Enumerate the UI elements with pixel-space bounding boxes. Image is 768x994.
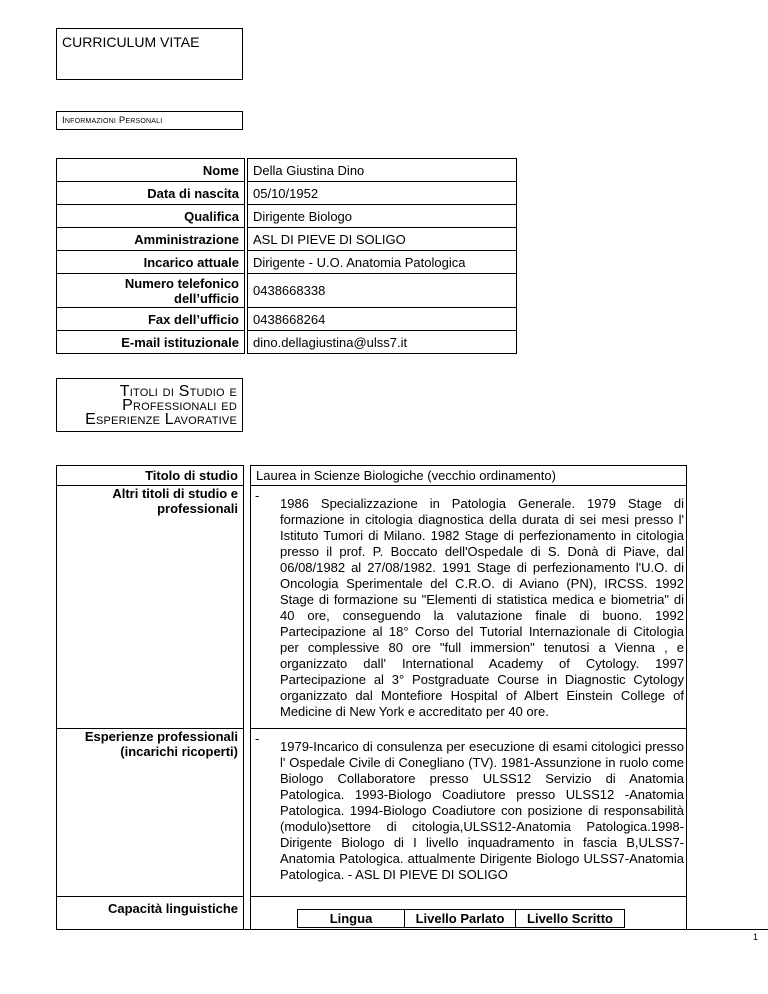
info-label: Nome (57, 159, 245, 182)
titolo-label: Titolo di studio (145, 468, 238, 483)
titolo-value: Laurea in Scienze Biologiche (vecchio ordinamento) (256, 468, 556, 483)
altri-value-cell (250, 485, 687, 729)
info-row-telefono (57, 274, 517, 308)
esperienze-label-cell (56, 728, 244, 897)
info-value: ASL DI PIEVE DI SOLIGO (248, 228, 517, 251)
info-label: Fax dell’ufficio (57, 308, 245, 331)
info-label: Data di nascita (57, 182, 245, 205)
section-studies-title-1: Titoli di Studio e (119, 383, 237, 400)
info-row-qualifica (57, 205, 517, 228)
info-label: Amministrazione (57, 228, 245, 251)
bullet-dash: - (255, 731, 260, 746)
lang-header-lingua: Lingua (298, 910, 405, 928)
info-row-email (57, 331, 517, 354)
lang-header-scritto: Livello Scritto (516, 910, 625, 928)
info-value: 05/10/1952 (248, 182, 517, 205)
altri-value: 1986 Specializzazione in Patologia Generale. 1979 Stage di formazione in citologia diagnostica della durata di sei mesi presso l' Istituto Tumori di Milano. 1982 Stage di perfezionamento in citologia presso il prof. P. Boccato dell'Ospedale di S. Donà di Piave, dal 06/08/1982 al 27/08/1982. 1991 Stage di perfezionamento l'U.O. di Oncologia Sperimentale del C.R.O. di Aviano (PN), IRCSS. 1992 Stage di formazione su "Elementi di statistica medica e biometria" di 40 ore, conseguendo la valutazione finale di buono. 1992 Partecipazione al 18° Corso del Tutorial Internazionale di Citologia per complessive 80 ore "full immersion" tenutosi a Vienna , e organizzato dall' International Academy of Cytology. 1997 Partecipazione al 3° Postgraduate Course in Diagnostic Cytology organizzato dal Montefiore Hospital of Albert Einstein College of Medicine di New York e accreditato per 40 ore. (280, 496, 684, 719)
section-studies (56, 378, 243, 432)
titolo-label-cell (56, 465, 244, 486)
info-row-data-nascita (57, 182, 517, 205)
personal-info-table (56, 158, 517, 354)
cv-title-box (56, 28, 243, 80)
altri-label-cell (56, 485, 244, 729)
page-number: 1 (752, 932, 758, 942)
info-row-fax (57, 308, 517, 331)
info-row-amministrazione (57, 228, 517, 251)
esperienze-label: Esperienze professionali (incarichi ricoperti) (84, 729, 238, 759)
info-value: dino.dellagiustina@ulss7.it (248, 331, 517, 354)
info-value: 0438668264 (248, 308, 517, 331)
info-label: Qualifica (57, 205, 245, 228)
esperienze-value: 1979-Incarico di consulenza per esecuzione di esami citologici presso l' Ospedale Civile di Conegliano (TV). 1981-Assunzione in ruolo come Biologo Collaboratore presso ULSS12 Servizio di Anatomia Patologica. 1993-Biologo Coadiutore presso ULSS12 -Anatomia Patologica. 1994-Biologo Coadiutore con posizione di responsabilità (modulo)settore di citologia,ULSS12-Anatomia Patologica.1998- Dirigente Biologo di I livello inquadramento in fascia B,ULSS7-Anatomia Patologica. attualmente Dirigente Biologo ULSS7-Anatomia Patologica. - ASL DI PIEVE DI SOLIGO (280, 739, 684, 882)
esperienze-value-cell (250, 728, 687, 897)
info-value: Della Giustina Dino (248, 159, 517, 182)
info-value: 0438668338 (248, 274, 517, 308)
info-label: Incarico attuale (57, 251, 245, 274)
section-studies-title-2: Professionali ed (122, 397, 237, 414)
footer-rule (56, 929, 768, 930)
info-value: Dirigente - U.O. Anatomia Patologica (248, 251, 517, 274)
section-personal-title: Informazioni Personali (62, 115, 163, 126)
info-label: E-mail istituzionale (57, 331, 245, 354)
bullet-dash: - (255, 488, 260, 503)
info-row-nome (57, 159, 517, 182)
titolo-value-cell (250, 465, 687, 486)
info-value: Dirigente Biologo (248, 205, 517, 228)
language-table (297, 909, 625, 928)
info-label: Numero telefonico dell’ufficio (57, 274, 245, 308)
section-personal-info (56, 111, 243, 130)
info-row-incarico (57, 251, 517, 274)
section-studies-title-3: Esperienze Lavorative (85, 411, 237, 428)
lang-header-parlato: Livello Parlato (405, 910, 516, 928)
cv-title: CURRICULUM VITAE (62, 34, 200, 50)
lingue-label: Capacità linguistiche (107, 901, 238, 916)
lingue-label-cell (56, 896, 244, 929)
altri-label: Altri titoli di studio e professionali (112, 486, 238, 516)
